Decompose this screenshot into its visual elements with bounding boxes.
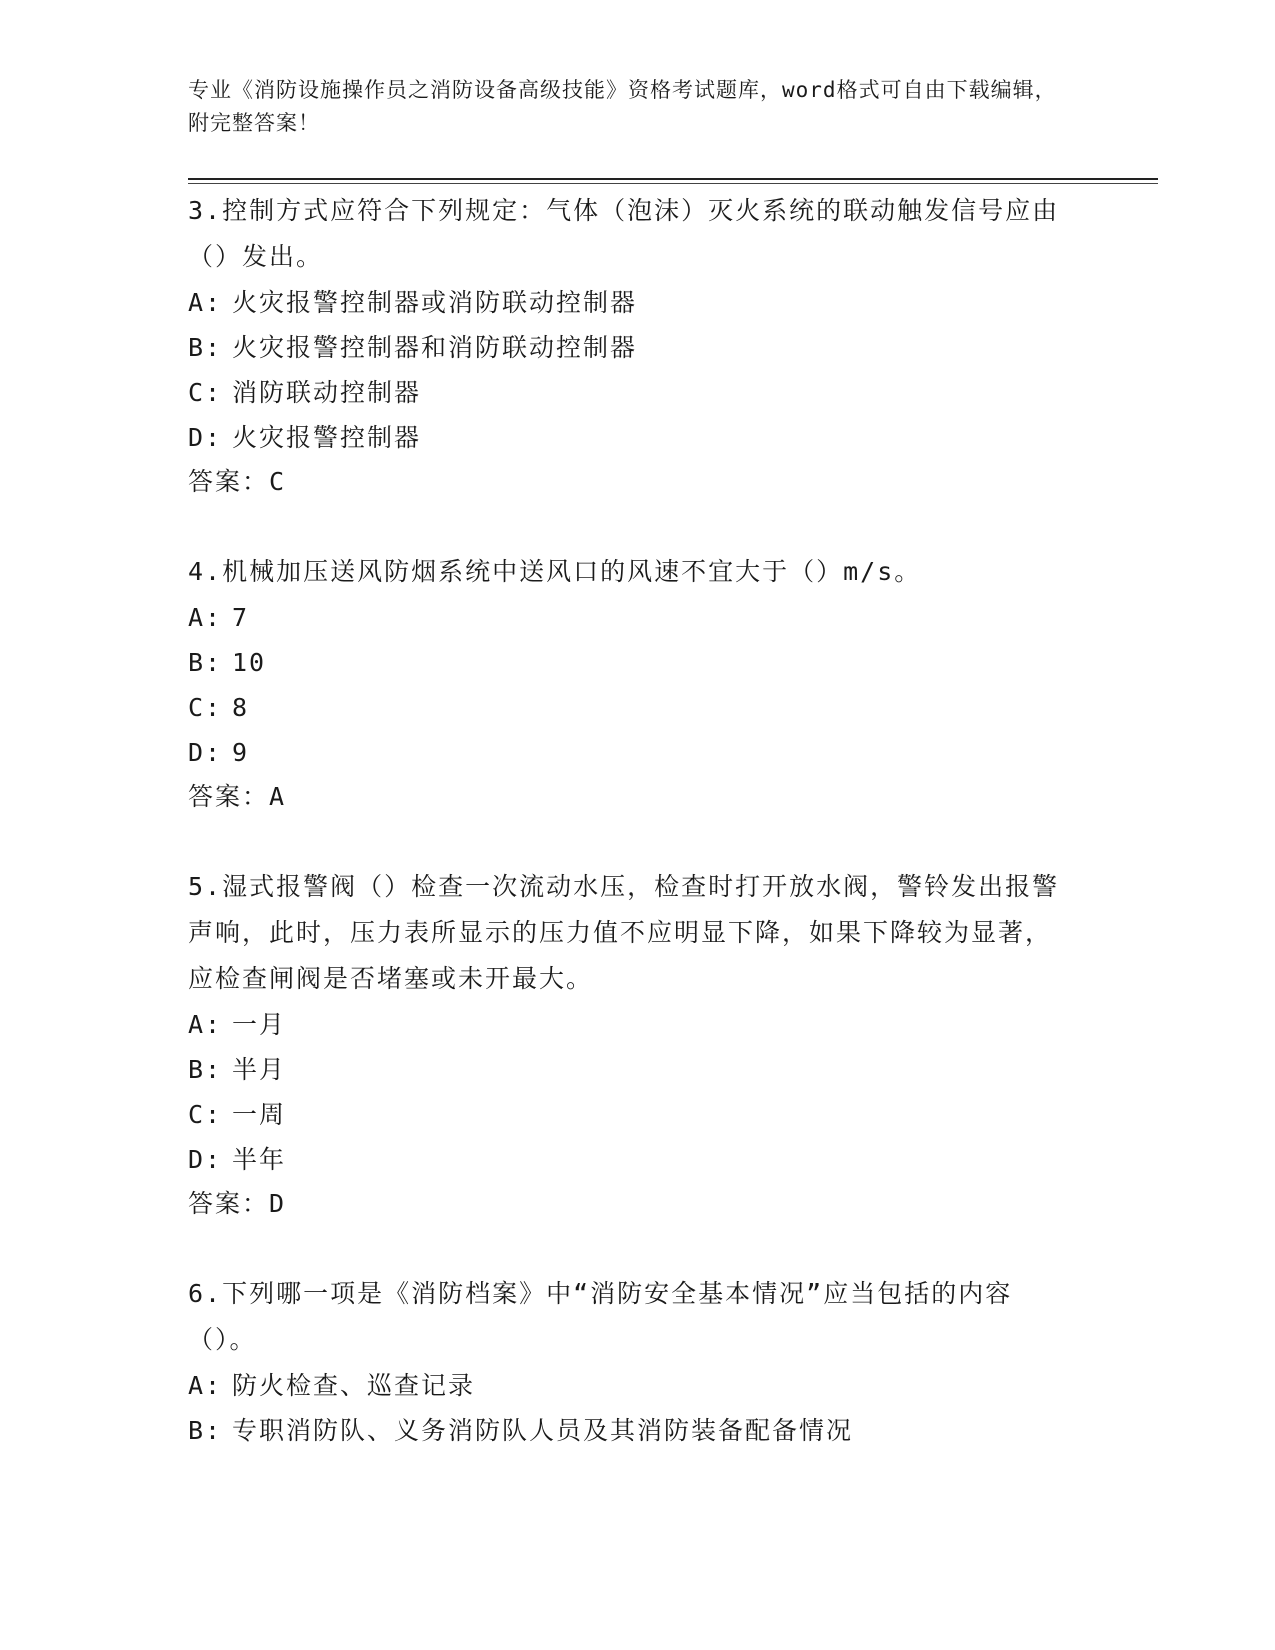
option-c: [188, 370, 1068, 415]
option-b: [188, 325, 1068, 370]
option-text: 一周: [232, 1100, 287, 1129]
option-text: 半月: [232, 1055, 287, 1084]
question-5: [188, 864, 1068, 1226]
answer-line: [188, 775, 1068, 819]
option-text: 火灾报警控制器: [232, 423, 422, 452]
option-text: 9: [232, 738, 250, 767]
option-d: [188, 730, 1068, 775]
option-text: 火灾报警控制器和消防联动控制器: [232, 333, 638, 362]
option-b: [188, 1408, 1068, 1453]
option-letter: B:: [188, 333, 223, 362]
option-letter: A:: [188, 603, 223, 632]
option-a: [188, 1002, 1068, 1047]
option-letter: C:: [188, 693, 223, 722]
option-d: [188, 1137, 1068, 1182]
header-divider-thin: [188, 183, 1158, 184]
option-letter: C:: [188, 378, 223, 407]
option-text: 专职消防队、义务消防队人员及其消防装备配备情况: [232, 1416, 854, 1445]
question-6: [188, 1271, 1068, 1453]
answer-label: 答案：: [188, 782, 270, 811]
option-letter: D:: [188, 1145, 223, 1174]
option-text: 火灾报警控制器或消防联动控制器: [232, 288, 638, 317]
option-letter: B:: [188, 1055, 223, 1084]
option-text: 半年: [232, 1145, 287, 1174]
option-letter: C:: [188, 1100, 223, 1129]
answer-label: 答案：: [188, 467, 270, 496]
option-text: 7: [232, 603, 250, 632]
option-letter: D:: [188, 423, 223, 452]
answer-value: A: [269, 782, 285, 811]
question-list: [188, 188, 1068, 1498]
question-3: [188, 188, 1068, 504]
answer-value: C: [269, 467, 285, 496]
option-b: [188, 640, 1068, 685]
question-stem: 5.湿式报警阀（）检查一次流动水压，检查时打开放水阀，警铃发出报警声响，此时，压力表所显示的压力值不应明显下降，如果下降较为显著，应检查闸阀是否堵塞或未开最大。: [188, 872, 1060, 993]
option-b: [188, 1047, 1068, 1092]
option-letter: B:: [188, 1416, 223, 1445]
option-letter: B:: [188, 648, 223, 677]
option-text: 一月: [232, 1010, 287, 1039]
document-header: 专业《消防设施操作员之消防设备高级技能》资格考试题库，word格式可自由下载编辑，附完整答案！: [188, 78, 1057, 135]
option-letter: A:: [188, 1371, 223, 1400]
question-stem: 6.下列哪一项是《消防档案》中“消防安全基本情况”应当包括的内容（）。: [188, 1279, 1013, 1354]
option-a: [188, 280, 1068, 325]
option-a: [188, 595, 1068, 640]
question-4: [188, 549, 1068, 819]
answer-label: 答案：: [188, 1189, 270, 1218]
header-divider-thick: [188, 178, 1158, 180]
option-d: [188, 415, 1068, 460]
answer-line: [188, 1182, 1068, 1226]
option-text: 10: [232, 648, 267, 677]
option-text: 消防联动控制器: [232, 378, 422, 407]
option-letter: A:: [188, 288, 223, 317]
option-letter: A:: [188, 1010, 223, 1039]
option-text: 8: [232, 693, 250, 722]
option-a: [188, 1363, 1068, 1408]
option-c: [188, 685, 1068, 730]
answer-value: D: [269, 1189, 285, 1218]
question-stem: 3.控制方式应符合下列规定：气体（泡沫）灭火系统的联动触发信号应由（）发出。: [188, 196, 1060, 271]
option-letter: D:: [188, 738, 223, 767]
option-text: 防火检查、巡查记录: [232, 1371, 476, 1400]
answer-line: [188, 460, 1068, 504]
option-c: [188, 1092, 1068, 1137]
question-stem: 4.机械加压送风防烟系统中送风口的风速不宜大于（）m/s。: [188, 557, 922, 586]
